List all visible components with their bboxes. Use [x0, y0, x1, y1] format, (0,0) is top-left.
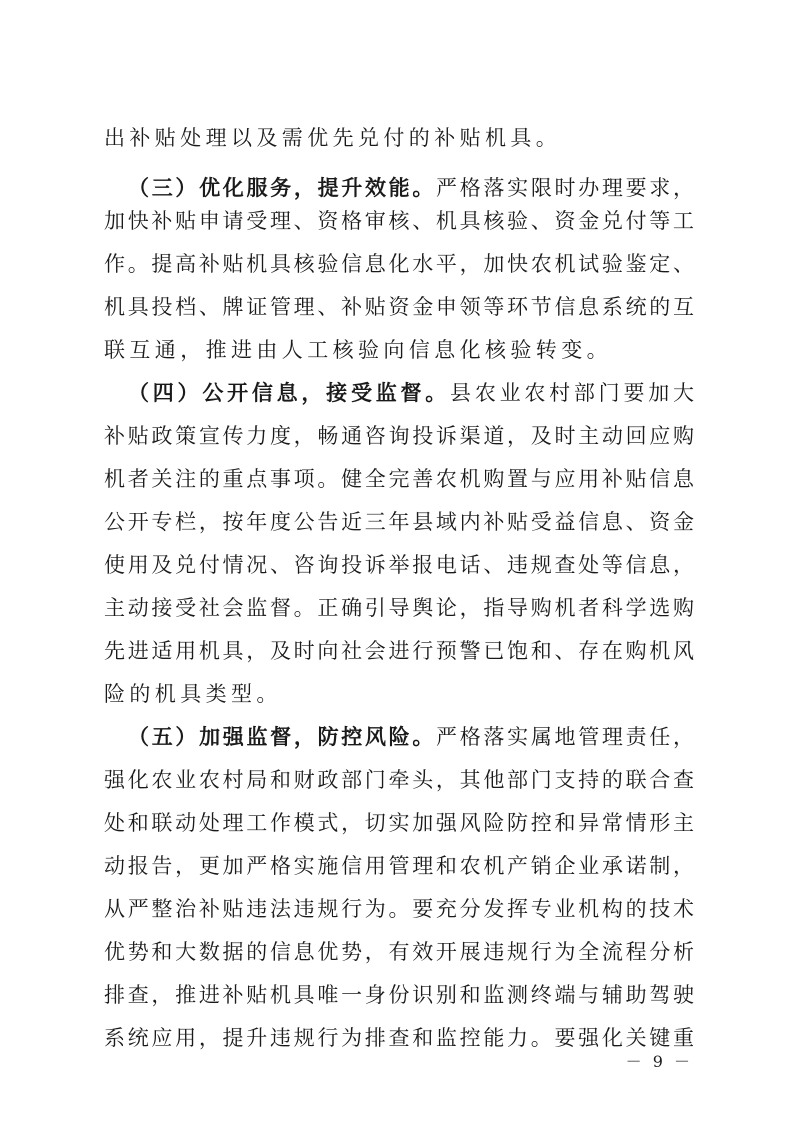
paragraph-text: 严格落实限时办理要求，: [436, 176, 695, 200]
paragraph-text: 严格落实属地管理责任，: [436, 725, 695, 749]
paragraph-line: 动报告，更加严格实施信用管理和农机产销企业承诺制，: [104, 854, 694, 878]
paragraph-heading-line: [128, 717, 694, 757]
section-heading: （四）公开信息，接受监督。: [128, 380, 451, 405]
paragraph-text: 县农业农村部门要加大: [450, 381, 695, 405]
paragraph-line: 系统应用，提升违规行为排查和监控能力。要强化关键重: [104, 1026, 694, 1050]
paragraph-line: 使用及兑付情况、咨询投诉举报电话、违规查处等信息，: [104, 553, 694, 577]
section-heading: （五）加强监督，防控风险。: [128, 724, 437, 749]
paragraph-line: 补贴政策宣传力度，畅通咨询投诉渠道，及时主动回应购: [104, 424, 694, 448]
paragraph-line: 强化农业农村局和财政部门牵头，其他部门支持的联合查: [104, 768, 694, 792]
paragraph-line: 处和联动处理工作模式，切实加强风险防控和异常情形主: [104, 811, 694, 835]
paragraph-line: 排查，推进补贴机具唯一身份识别和监测终端与辅助驾驶: [104, 983, 694, 1007]
paragraph-heading-line: [128, 373, 694, 413]
paragraph-line: 联互通，推进由人工核验向信息化核验转变。: [104, 338, 612, 362]
paragraph-line: 公开专栏，按年度公告近三年县域内补贴受益信息、资金: [104, 510, 694, 534]
paragraph-line: 机者关注的重点事项。健全完善农机购置与应用补贴信息: [104, 467, 694, 491]
page-number: － 9 －: [625, 1052, 693, 1071]
paragraph-line: 作。提高补贴机具核验信息化水平，加快农机试验鉴定、: [104, 252, 694, 276]
paragraph-line: 加快补贴申请受理、资格审核、机具核验、资金兑付等工: [104, 209, 694, 233]
section-heading: （三）优化服务，提升效能。: [128, 175, 437, 200]
paragraph-line: 先进适用机具，及时向社会进行预警已饱和、存在购机风: [104, 639, 694, 663]
paragraph-line: 从严整治补贴违法违规行为。要充分发挥专业机构的技术: [104, 897, 694, 921]
paragraph-line: 优势和大数据的信息优势，有效开展违规行为全流程分析: [104, 940, 694, 964]
paragraph-line: 主动接受社会监督。正确引导舆论，指导购机者科学选购: [104, 596, 694, 620]
paragraph-line: 险的机具类型。: [104, 682, 282, 706]
paragraph-line: 机具投档、牌证管理、补贴资金申领等环节信息系统的互: [104, 295, 694, 319]
paragraph-line: 出补贴处理以及需优先兑付的补贴机具。: [104, 126, 562, 150]
